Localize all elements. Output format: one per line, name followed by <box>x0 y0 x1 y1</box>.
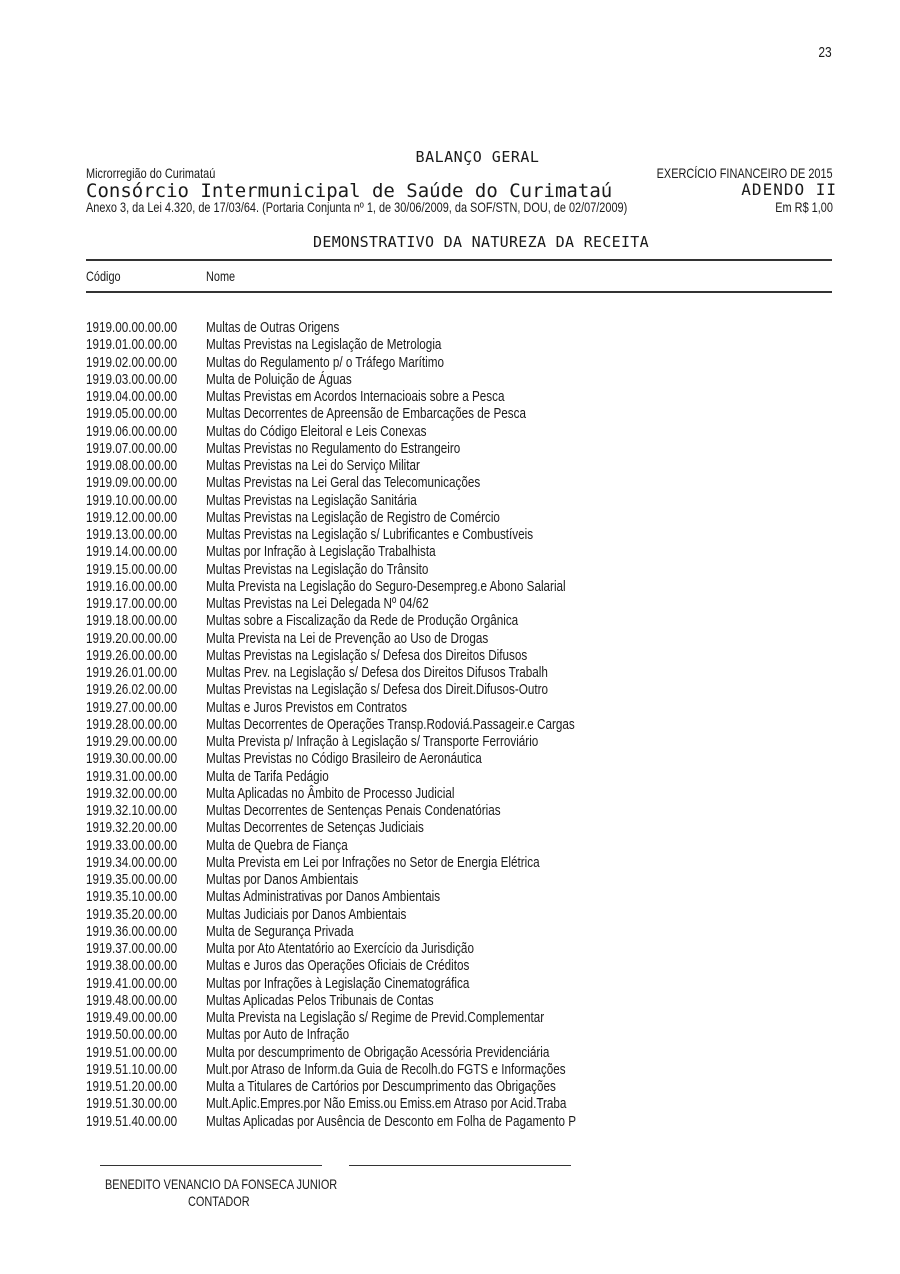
row-name: Multas Previstas na Legislação do Trânsito <box>206 560 429 578</box>
row-name: Multas por Infração à Legislação Trabalhista <box>206 543 436 561</box>
row-name: Multa a Titulares de Cartórios por Descumprimento das Obrigações <box>206 1078 556 1095</box>
row-code: 1919.32.00.00.00 <box>86 784 178 802</box>
row-name: Multa Prevista em Lei por Infrações no Setor de Energia Elétrica <box>206 853 540 871</box>
row-code: 1919.01.00.00.00 <box>86 336 178 354</box>
table-row <box>86 664 832 681</box>
row-code: 1919.07.00.00.00 <box>86 439 178 457</box>
table-row <box>86 440 832 457</box>
row-name: Multas Previstas na Legislação s/ Defesa dos Direit.Difusos-Outro <box>206 681 549 699</box>
table-row <box>86 819 832 836</box>
page-number: 23 <box>818 44 832 61</box>
signature-line-left <box>100 1165 322 1166</box>
table-row <box>86 457 832 474</box>
row-name: Multas Decorrentes de Operações Transp.Rodoviá.Passageir.e Cargas <box>206 715 575 733</box>
table-row <box>86 888 832 905</box>
signatory-name: BENEDITO VENANCIO DA FONSECA JUNIOR <box>105 1176 338 1192</box>
table-row <box>86 699 832 716</box>
row-name: Multas por Danos Ambientais <box>206 871 359 888</box>
row-name: Multas Previstas na Legislação Sanitária <box>206 491 417 509</box>
row-code: 1919.02.00.00.00 <box>86 353 178 371</box>
row-code: 1919.16.00.00.00 <box>86 577 178 595</box>
row-code: 1919.38.00.00.00 <box>86 957 178 975</box>
row-code: 1919.51.40.00.00 <box>86 1112 178 1130</box>
row-code: 1919.36.00.00.00 <box>86 922 178 940</box>
row-code: 1919.29.00.00.00 <box>86 733 178 750</box>
row-code: 1919.26.00.00.00 <box>86 646 178 664</box>
table-row <box>86 336 832 353</box>
row-code: 1919.26.02.00.00 <box>86 681 178 699</box>
row-name: Multas Previstas no Regulamento do Estrangeiro <box>206 439 461 457</box>
row-code: 1919.09.00.00.00 <box>86 474 178 492</box>
table-row <box>86 992 832 1009</box>
table-row <box>86 423 832 440</box>
row-name: Multas e Juros das Operações Oficiais de Créditos <box>206 957 470 975</box>
row-code: 1919.35.00.00.00 <box>86 871 178 888</box>
row-name: Multas Aplicadas Pelos Tribunais de Contas <box>206 991 434 1009</box>
top-divider <box>86 259 832 261</box>
row-code: 1919.48.00.00.00 <box>86 991 178 1009</box>
row-name: Multas Previstas na Lei Geral das Telecomunicações <box>206 474 481 492</box>
row-code: 1919.13.00.00.00 <box>86 526 178 543</box>
header-divider <box>86 291 832 293</box>
row-code: 1919.51.10.00.00 <box>86 1060 178 1078</box>
row-name: Multa de Quebra de Fiança <box>206 836 348 854</box>
row-name: Multas Administrativas por Danos Ambientais <box>206 888 441 906</box>
table-row <box>86 1113 832 1130</box>
table-row <box>86 526 832 543</box>
row-code: 1919.26.01.00.00 <box>86 664 178 681</box>
row-code: 1919.49.00.00.00 <box>86 1009 178 1026</box>
table-row <box>86 630 832 647</box>
fiscal-year-label: EXERCÍCIO FINANCEIRO DE 2015 <box>657 165 833 181</box>
row-name: Mult.por Atraso de Inform.da Guia de Recolh.do FGTS e Informações <box>206 1060 566 1078</box>
table-row <box>86 1044 832 1061</box>
row-name: Multas Previstas na Legislação s/ Defesa dos Direitos Difusos <box>206 646 528 664</box>
entity-name: Consórcio Intermunicipal de Saúde do Curimataú <box>86 180 613 202</box>
row-code: 1919.34.00.00.00 <box>86 853 178 871</box>
column-header-name: Nome <box>206 268 236 284</box>
row-code: 1919.33.00.00.00 <box>86 836 178 854</box>
revenue-nature-table <box>86 319 832 1130</box>
row-code: 1919.37.00.00.00 <box>86 940 178 957</box>
table-row <box>86 802 832 819</box>
table-row <box>86 405 832 422</box>
table-row <box>86 509 832 526</box>
report-header-title: BALANÇO GERAL <box>415 148 540 166</box>
report-title: DEMONSTRATIVO DA NATUREZA DA RECEITA <box>313 233 649 251</box>
table-row <box>86 906 832 923</box>
row-code: 1919.32.20.00.00 <box>86 819 178 837</box>
table-row <box>86 923 832 940</box>
row-name: Multas e Juros Previstos em Contratos <box>206 698 407 716</box>
table-row <box>86 612 832 629</box>
table-row <box>86 388 832 405</box>
column-header-code: Código <box>86 268 121 284</box>
table-row <box>86 354 832 371</box>
row-name: Multas Decorrentes de Apreensão de Embarcações de Pesca <box>206 405 526 423</box>
annex-label: ADENDO II <box>741 180 837 199</box>
row-code: 1919.00.00.00.00 <box>86 319 178 336</box>
table-row <box>86 474 832 491</box>
row-name: Multa por descumprimento de Obrigação Acessória Previdenciária <box>206 1043 550 1061</box>
table-row <box>86 492 832 509</box>
row-code: 1919.51.00.00.00 <box>86 1043 178 1061</box>
table-row <box>86 1095 832 1112</box>
row-code: 1919.31.00.00.00 <box>86 767 178 785</box>
row-name: Multa Prevista p/ Infração à Legislação s/ Transporte Ferroviário <box>206 733 539 750</box>
table-row <box>86 371 832 388</box>
row-code: 1919.15.00.00.00 <box>86 560 178 578</box>
row-name: Multa Aplicadas no Âmbito de Processo Judicial <box>206 784 455 802</box>
row-code: 1919.03.00.00.00 <box>86 370 178 388</box>
table-row <box>86 1009 832 1026</box>
row-code: 1919.18.00.00.00 <box>86 612 178 630</box>
row-name: Multa Prevista na Legislação s/ Regime de Previd.Complementar <box>206 1009 545 1026</box>
row-name: Multas por Infrações à Legislação Cinematográfica <box>206 974 470 992</box>
table-row <box>86 940 832 957</box>
table-row <box>86 733 832 750</box>
row-code: 1919.50.00.00.00 <box>86 1026 178 1044</box>
row-name: Multas Aplicadas por Ausência de Desconto em Folha de Pagamento P <box>206 1112 577 1130</box>
row-name: Multas do Código Eleitoral e Leis Conexas <box>206 422 427 440</box>
row-name: Multa de Tarifa Pedágio <box>206 767 329 785</box>
row-code: 1919.06.00.00.00 <box>86 422 178 440</box>
row-name: Multas Decorrentes de Sentenças Penais Condenatórias <box>206 802 501 819</box>
table-row <box>86 543 832 560</box>
table-row <box>86 578 832 595</box>
row-name: Multas Previstas na Lei do Serviço Militar <box>206 457 420 474</box>
row-code: 1919.12.00.00.00 <box>86 508 178 526</box>
table-row <box>86 871 832 888</box>
signature-line-right <box>349 1165 571 1166</box>
row-name: Multas Previstas na Lei Delegada Nº 04/62 <box>206 595 429 612</box>
row-name: Multas Prev. na Legislação s/ Defesa dos Direitos Difusos Trabalh <box>206 664 548 681</box>
row-name: Multa Prevista na Legislação do Seguro-Desempreg.e Abono Salarial <box>206 577 566 595</box>
row-name: Multas por Auto de Infração <box>206 1026 350 1044</box>
row-name: Multas Previstas no Código Brasileiro de Aeronáutica <box>206 750 482 768</box>
table-row <box>86 681 832 698</box>
row-code: 1919.30.00.00.00 <box>86 750 178 768</box>
row-code: 1919.14.00.00.00 <box>86 543 178 561</box>
table-row <box>86 785 832 802</box>
row-name: Multa por Ato Atentatório ao Exercício da Jurisdição <box>206 940 474 957</box>
row-code: 1919.08.00.00.00 <box>86 457 178 474</box>
row-name: Multas Decorrentes de Setenças Judiciais <box>206 819 424 837</box>
row-code: 1919.20.00.00.00 <box>86 629 178 647</box>
table-row <box>86 716 832 733</box>
table-row <box>86 1078 832 1095</box>
legal-basis-text: Anexo 3, da Lei 4.320, de 17/03/64. (Portaria Conjunta nº 1, de 30/06/2009, da SOF/STN, DOU, de 02/07/2009) <box>86 199 628 215</box>
row-code: 1919.05.00.00.00 <box>86 405 178 423</box>
table-row <box>86 837 832 854</box>
row-name: Multa de Poluição de Águas <box>206 370 352 388</box>
row-name: Multas Previstas na Legislação s/ Lubrificantes e Combustíveis <box>206 526 534 543</box>
row-name: Multas de Outras Origens <box>206 319 340 336</box>
row-name: Multas sobre a Fiscalização da Rede de Produção Orgânica <box>206 612 519 630</box>
row-code: 1919.04.00.00.00 <box>86 388 178 405</box>
row-name: Multas Judiciais por Danos Ambientais <box>206 905 407 923</box>
row-name: Multa de Segurança Privada <box>206 922 354 940</box>
table-row <box>86 647 832 664</box>
table-row <box>86 319 832 336</box>
table-row <box>86 768 832 785</box>
row-name: Multas Previstas em Acordos Internacioais sobre a Pesca <box>206 388 505 405</box>
table-row <box>86 975 832 992</box>
table-row <box>86 595 832 612</box>
row-code: 1919.28.00.00.00 <box>86 715 178 733</box>
table-row <box>86 561 832 578</box>
row-code: 1919.17.00.00.00 <box>86 595 178 612</box>
region-label: Microrregião do Curimataú <box>86 165 216 181</box>
currency-unit: Em R$ 1,00 <box>775 199 833 215</box>
row-code: 1919.51.20.00.00 <box>86 1078 178 1095</box>
row-name: Multas Previstas na Legislação de Metrologia <box>206 336 442 354</box>
row-name: Multas Previstas na Legislação de Registro de Comércio <box>206 508 500 526</box>
row-code: 1919.32.10.00.00 <box>86 802 178 819</box>
row-name: Mult.Aplic.Empres.por Não Emiss.ou Emiss.em Atraso por Acid.Traba <box>206 1095 567 1113</box>
table-row <box>86 750 832 767</box>
table-row <box>86 854 832 871</box>
row-code: 1919.51.30.00.00 <box>86 1095 178 1113</box>
row-code: 1919.27.00.00.00 <box>86 698 178 716</box>
row-name: Multa Prevista na Lei de Prevenção ao Uso de Drogas <box>206 629 489 647</box>
row-code: 1919.10.00.00.00 <box>86 491 178 509</box>
signatory-role: CONTADOR <box>188 1193 250 1209</box>
table-row <box>86 1061 832 1078</box>
row-name: Multas do Regulamento p/ o Tráfego Marítimo <box>206 353 445 371</box>
row-code: 1919.35.10.00.00 <box>86 888 178 906</box>
row-code: 1919.41.00.00.00 <box>86 974 178 992</box>
row-code: 1919.35.20.00.00 <box>86 905 178 923</box>
table-row <box>86 957 832 974</box>
table-row <box>86 1026 832 1043</box>
